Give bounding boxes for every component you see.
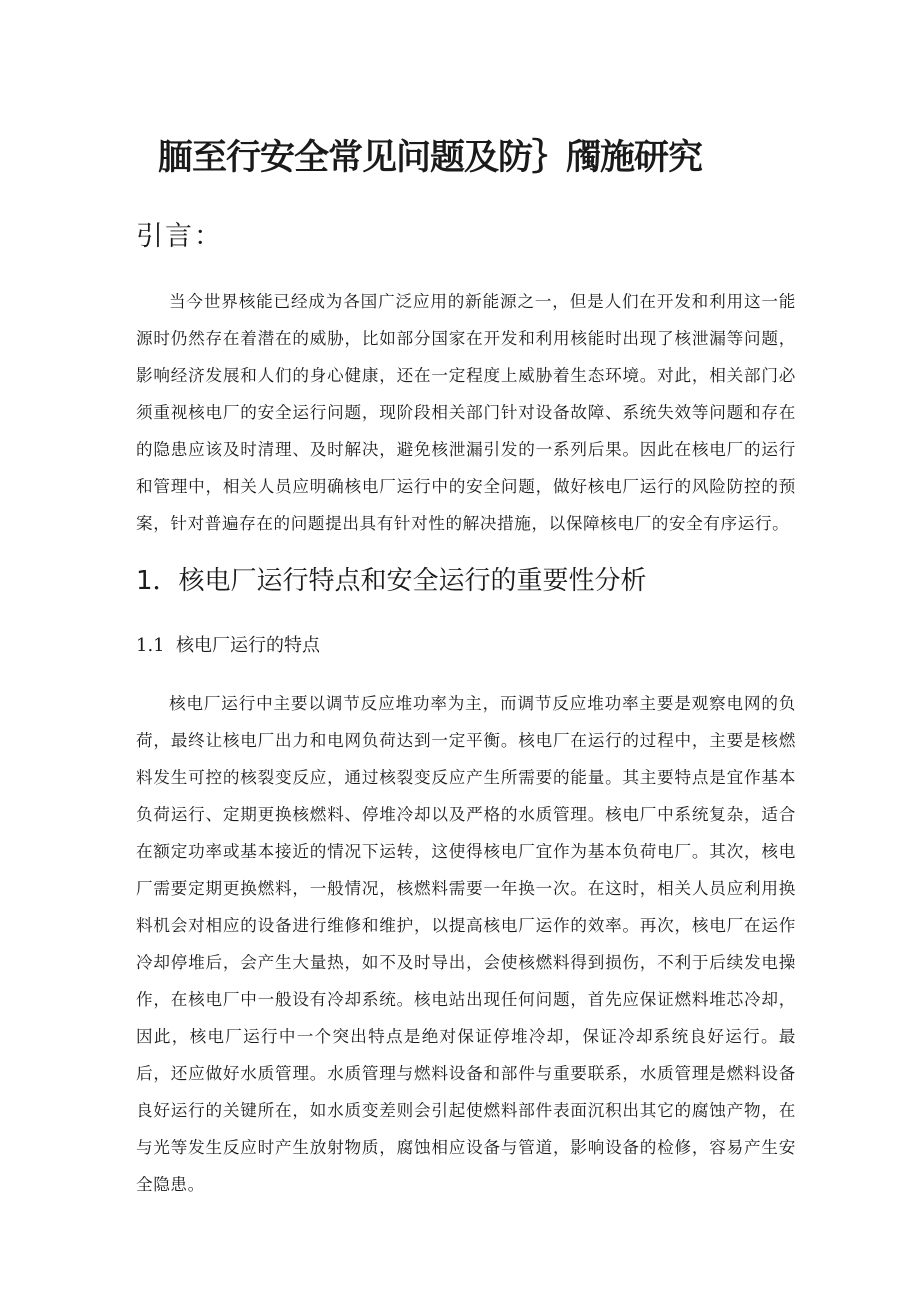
- subsection-1-1-paragraph: 核电厂运行中主要以调节反应堆功率为主，而调节反应堆功率主要是观察电网的负荷，最终让核电厂出力和电网负荷达到一定平衡。核电厂在运行的过程中，主要是核燃料发生可控的核裂变反应，通过核裂变反应产生所需要的能量。其主要特点是宜作基本负荷运行、定期更换核燃料、停堆冷却以及严格的水质管理。核电厂中系统复杂，适合在额定功率或基本接近的情况下运转，这使得核电厂宜作为基本负荷电厂。其次，核电厂需要定期更换燃料，一般情况，核燃料需要一年换一次。在这时，相关人员应利用换料机会对相应的设备进行维修和维护，以提高核电厂运作的效率。再次，核电厂在运作冷却停堆后，会产生大量热，如不及时导出，会使核燃料得到损伤，不利于后续发电操作，在核电厂中一般设有冷却系统。核电站出现任何问题，首先应保证燃料堆芯冷却，因此，核电厂运行中一个突出特点是绝对保证停堆冷却，保证冷却系统良好运行。最后，还应做好水质管理。水质管理与燃料设备和部件与重要联系，水质管理是燃料设备良好运行的关键所在，如水质变差则会引起使燃料部件表面沉积出其它的腐蚀产物，在与光等发生反应时产生放射物质，腐蚀相应设备与管道，影响设备的检修，容易产生安全隐患。: [136, 694, 796, 1194]
- subsection-title: 核电厂运行的特点: [176, 635, 320, 656]
- document-title: 腼至行安全常见问题及防｝斶施研究: [158, 138, 703, 178]
- intro-paragraph: 当今世界核能已经成为各国广泛应用的新能源之一，但是人们在开发和利用这一能源时仍然存在着潜在的威胁，比如部分国家在开发和利用核能时出现了核泄漏等问题，影响经济发展和人们的身心健康，还在一定程度上威胁着生态环境。对此，相关部门必须重视核电厂的安全运行问题，现阶段相关部门针对设备故障、系统失效等问题和存在的隐患应该及时清理、及时解决，避免核泄漏引发的一系列后果。因此在核电厂的运行和管理中，相关人员应明确核电厂运行中的安全问题，做好核电厂运行的风险防控的预案，针对普遍存在的问题提出具有针对性的解决措施，以保障核电厂的安全有序运行。: [136, 292, 796, 533]
- subsection-1-1-heading: [136, 632, 320, 660]
- section-1-heading: 1．核电厂运行特点和安全运行的重要性分析: [136, 566, 647, 596]
- intro-heading: 引言：: [136, 221, 223, 252]
- subsection-number: 1.1: [136, 635, 165, 656]
